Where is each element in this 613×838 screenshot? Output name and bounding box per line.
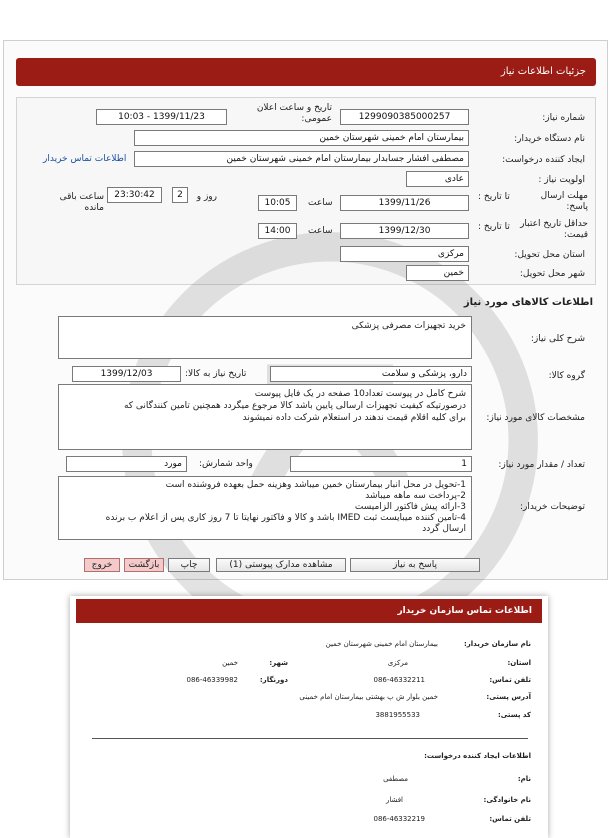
info-panel: [16, 97, 596, 285]
contact-card-header: [76, 599, 542, 623]
card-city-value: خمین: [222, 659, 238, 667]
announce-field: 1399/11/23 - 10:03: [96, 109, 227, 125]
card-address-label: آدرس پستی:: [486, 693, 531, 701]
card-divider: [92, 738, 528, 739]
contact-card: [70, 596, 548, 838]
buyer-notes-field: [58, 476, 472, 540]
card-phone-label: تلفن تماس:: [489, 676, 531, 684]
validity-to-date-label: تا تاریخ :: [478, 222, 510, 232]
city-label: شهر محل تحویل:: [519, 269, 585, 279]
validity-label: حداقل تاریخ اعتبار قیمت:: [520, 219, 588, 240]
card-province-label: استان:: [507, 659, 531, 667]
spec-line: درصورتیکه کیفیت تجهیزات ارسالی پایین باشد کالا مرجوع میگردد همچنین تامین کنندگانی که: [123, 401, 466, 411]
deadline-date-field: 1399/11/26: [340, 195, 469, 211]
spec-line: شرح کامل در پیوست تعداد10 صفحه در یک فایل پیوست: [254, 389, 466, 399]
attachments-button[interactable]: مشاهده مدارک پیوستی (1): [216, 558, 346, 572]
remaining-days-field: 2: [172, 187, 188, 203]
card-org-value: بیمارستان امام خمینی شهرستان خمین: [325, 640, 438, 648]
goods-section-title: اطلاعات کالاهای مورد نیاز: [463, 297, 593, 308]
card-creator-title: اطلاعات ایجاد کننده درخواست:: [424, 752, 531, 760]
card-fax-value: 086-46339982: [186, 676, 238, 684]
page-title: جزئیات اطلاعات نیاز: [500, 66, 586, 77]
qty-field: 1: [290, 456, 472, 472]
creator-label: ایجاد کننده درخواست:: [502, 155, 585, 165]
note-line: ارسال گردد: [422, 524, 466, 534]
spec-line: برای کلیه اقلام قیمت ندهند در استعلام شرکت داده نمیشوند: [242, 413, 466, 423]
summary-label: شرح کلی نیاز:: [530, 334, 585, 344]
need-date-label: تاریخ نیاز به کالا:: [185, 369, 247, 379]
card-city-label: شهر:: [269, 659, 288, 667]
buyer-notes-label: توضیحات خریدار:: [519, 502, 585, 512]
contact-card-title: اطلاعات تماس سازمان خریدار: [397, 606, 532, 616]
spec-field: [58, 384, 472, 450]
card-name-label: نام:: [517, 775, 531, 783]
card-family-value: افشار: [385, 796, 403, 804]
buyer-contact-link[interactable]: اطلاعات تماس خریدار: [43, 154, 127, 164]
days-and-label: روز و: [196, 192, 217, 202]
back-button[interactable]: بازگشت: [124, 558, 164, 572]
priority-label: اولویت نیاز :: [538, 175, 585, 185]
card-province-value: مرکزی: [387, 659, 408, 667]
note-line: 2-پرداخت سه ماهه میباشد: [365, 491, 466, 501]
validity-date-field: 1399/12/30: [340, 223, 469, 239]
group-label: گروه کالا:: [548, 371, 585, 381]
spec-label: مشخصات کالای مورد نیاز:: [486, 413, 585, 423]
deadline-time-label: ساعت: [308, 198, 333, 208]
qty-label: تعداد / مقدار مورد نیاز:: [498, 460, 585, 470]
need-number-label: شماره نیاز:: [542, 113, 585, 123]
exit-button[interactable]: خروج: [84, 558, 120, 572]
buyer-org-label: نام دستگاه خریدار:: [514, 134, 585, 144]
announce-label: تاریخ و ساعت اعلان عمومی:: [256, 103, 332, 124]
city-field: خمین: [406, 265, 469, 281]
remaining-label: ساعت باقی مانده: [59, 192, 104, 213]
remaining-time-field: 23:30:42: [107, 187, 162, 203]
card-postal-label: کد پستی:: [497, 711, 531, 719]
creator-field: مصطفی افشار جسابدار بیمارستان امام خمینی شهرستان خمین: [134, 151, 469, 167]
page-header: [16, 58, 596, 86]
validity-time-field: 14:00: [258, 223, 297, 239]
validity-time-label: ساعت: [308, 226, 333, 236]
province-field: مرکزی: [340, 246, 469, 262]
card-postal-value: 3881955533: [375, 711, 420, 719]
need-date-field: 1399/12/03: [72, 366, 181, 382]
card-fax-label: دورنگار:: [259, 676, 288, 684]
buyer-org-field: بیمارستان امام خمینی شهرستان خمین: [134, 130, 469, 146]
card-phone-value: 086-46332211: [373, 676, 425, 684]
deadline-label: مهلت ارسال پاسخ:: [540, 191, 588, 212]
deadline-to-date-label: تا تاریخ :: [478, 192, 510, 202]
note-line: 3-ارائه پیش فاکتور الزامیست: [354, 502, 466, 512]
reply-button[interactable]: پاسخ به نیاز: [350, 558, 480, 572]
card-creator-phone-label: تلفن تماس:: [489, 815, 531, 823]
card-family-label: نام خانوادگی:: [483, 796, 531, 804]
card-name-value: مصطفی: [383, 775, 408, 783]
group-field: دارو، پزشکی و سلامت: [270, 366, 472, 382]
card-creator-phone-value: 086-46332219: [373, 815, 425, 823]
card-org-label: نام سازمان خریدار:: [463, 640, 531, 648]
province-label: استان محل تحویل:: [514, 250, 585, 260]
print-button[interactable]: چاپ: [168, 558, 210, 572]
unit-field: مورد: [66, 456, 187, 472]
deadline-time-field: 10:05: [258, 195, 297, 211]
summary-field: خرید تجهیزات مصرفی پزشکی: [58, 316, 472, 359]
card-address-value: خمین بلوار ش پ بهشتی بیمارستان امام خمینی: [299, 693, 438, 701]
unit-label: واحد شمارش:: [199, 459, 253, 469]
need-number-field: 1299090385000257: [340, 109, 469, 125]
note-line: 4-تامین کننده میبایست ثبت IMED باشد و کالا و فاکتور نهایتا تا 7 روز کاری پس از اعلام ب برنده: [105, 513, 466, 523]
priority-field: عادی: [406, 171, 469, 187]
note-line: 1-تحویل در محل انبار بیمارستان خمین میباشد وهزینه حمل بعهده فروشنده است: [165, 480, 466, 490]
